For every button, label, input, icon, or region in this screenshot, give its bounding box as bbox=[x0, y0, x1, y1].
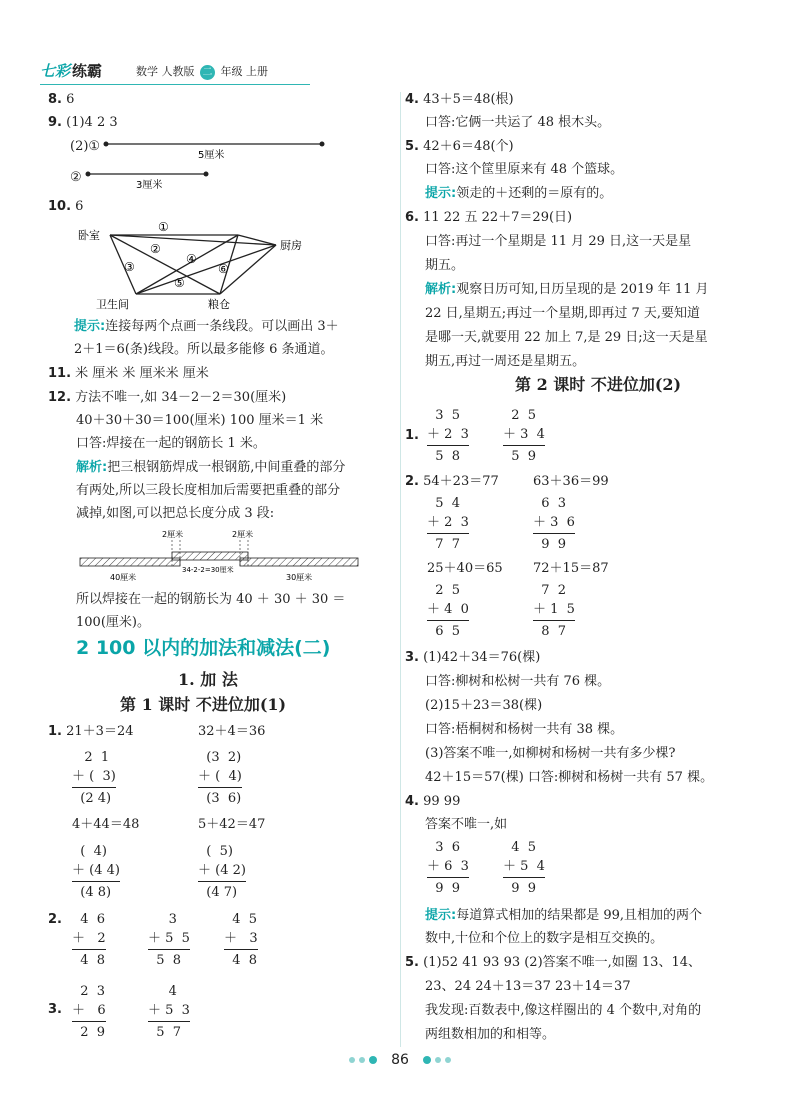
book-info: 数学 人教版 二 年级 上册 bbox=[136, 65, 268, 78]
calc-row: ＋ 5 5 bbox=[148, 931, 190, 946]
calc-rule bbox=[503, 445, 545, 446]
vertical-calc bbox=[503, 406, 545, 466]
calc-row: ＋ 6 bbox=[72, 1003, 106, 1018]
calc-row: 4 5 bbox=[503, 840, 537, 855]
vertical-calc bbox=[72, 910, 106, 970]
segment-label-3cm: 3厘米 bbox=[136, 180, 163, 191]
svg-text:2厘米: 2厘米 bbox=[162, 530, 184, 539]
calc-row: 4 bbox=[148, 984, 177, 999]
subsection-title: 1. 加 法 bbox=[178, 670, 238, 689]
calc-row: ＋ ( 3) bbox=[72, 769, 116, 784]
vertical-calc bbox=[533, 581, 575, 641]
calc-row: 5 8 bbox=[148, 953, 182, 968]
calc-row: ＋ 3 bbox=[224, 931, 258, 946]
calc-row: (4 7) bbox=[198, 885, 238, 900]
calc-rule bbox=[224, 949, 258, 950]
calc-rule bbox=[427, 877, 469, 878]
calc-row: 4 5 bbox=[224, 912, 258, 927]
lesson-1-title: 第 1 课时 不进位加(1) bbox=[120, 695, 287, 714]
vertical-calc bbox=[72, 842, 120, 902]
calc-row: ＋ 3 6 bbox=[533, 515, 575, 530]
calc-row: 3 6 bbox=[427, 840, 461, 855]
calc-row: 9 9 bbox=[533, 537, 567, 552]
vertical-calc bbox=[224, 910, 258, 970]
room-path-map bbox=[48, 215, 318, 310]
calc-row: 2 1 bbox=[72, 750, 110, 765]
calc-row: 3 bbox=[148, 912, 177, 927]
calc-rule bbox=[72, 787, 116, 788]
vertical-calc bbox=[533, 494, 575, 554]
calc-row: 9 9 bbox=[427, 881, 461, 896]
calc-row: 5 9 bbox=[503, 449, 537, 464]
calc-row: ( 5) bbox=[198, 844, 233, 859]
calc-row: 8 7 bbox=[533, 624, 567, 639]
calc-row: ＋ 2 3 bbox=[427, 515, 469, 530]
calc-row: ＋ 5 4 bbox=[503, 859, 545, 874]
calc-rule bbox=[427, 445, 469, 446]
calc-rule bbox=[427, 620, 469, 621]
svg-text:②: ② bbox=[150, 242, 161, 256]
calc-row: 9 9 bbox=[503, 881, 537, 896]
calc-row: 5 7 bbox=[148, 1025, 182, 1040]
calc-row: 6 5 bbox=[427, 624, 461, 639]
bathroom-label: 卫生间 bbox=[96, 298, 129, 310]
calc-row: ( 4) bbox=[72, 844, 107, 859]
calc-row: 4 8 bbox=[72, 953, 106, 968]
calc-row: ＋ 3 4 bbox=[503, 427, 545, 442]
calc-rule bbox=[427, 533, 469, 534]
calc-rule bbox=[72, 881, 120, 882]
calc-row: ＋ 4 0 bbox=[427, 602, 469, 617]
vertical-calc bbox=[427, 494, 469, 554]
steel-bar-diagram bbox=[76, 528, 366, 584]
calc-row: 5 4 bbox=[427, 496, 461, 511]
vertical-calc bbox=[198, 842, 246, 902]
calc-row: ＋ 2 3 bbox=[427, 427, 469, 442]
calc-rule bbox=[198, 881, 246, 882]
calc-row: 2 3 bbox=[72, 984, 106, 999]
segment-label-5cm: 5厘米 bbox=[198, 150, 225, 161]
calc-row: (3 2) bbox=[198, 750, 242, 765]
vertical-calc bbox=[427, 581, 469, 641]
calc-row: (3 6) bbox=[198, 791, 242, 806]
calc-rule bbox=[72, 1021, 106, 1022]
calc-row: ＋ 2 bbox=[72, 931, 106, 946]
svg-text:③: ③ bbox=[124, 260, 135, 274]
bedroom-label: 卧室 bbox=[78, 229, 100, 242]
calc-rule bbox=[533, 533, 575, 534]
calc-row: ＋ (4 2) bbox=[198, 863, 246, 878]
page-number: 86 bbox=[391, 1052, 409, 1068]
vertical-calc bbox=[148, 910, 190, 970]
calc-rule bbox=[72, 949, 106, 950]
svg-text:⑤: ⑤ bbox=[174, 276, 185, 290]
calc-row: 4 8 bbox=[224, 953, 258, 968]
svg-text:34-2-2=30厘米: 34-2-2=30厘米 bbox=[182, 566, 234, 574]
calc-row: 6 3 bbox=[533, 496, 567, 511]
calc-rule bbox=[198, 787, 242, 788]
svg-text:2厘米: 2厘米 bbox=[232, 530, 254, 539]
calc-rule bbox=[533, 620, 575, 621]
svg-text:30厘米: 30厘米 bbox=[286, 573, 313, 582]
vertical-calc bbox=[72, 748, 116, 808]
calc-row: 4 6 bbox=[72, 912, 106, 927]
brand-logo: 七彩 练霸 bbox=[40, 62, 103, 80]
calc-row: 3 5 bbox=[427, 408, 461, 423]
grade-badge: 二 bbox=[200, 65, 215, 80]
section-title: 2 100 以内的加法和减法(二) bbox=[76, 637, 331, 659]
granary-label: 粮仓 bbox=[208, 298, 230, 310]
calc-row: ＋ 5 3 bbox=[148, 1003, 190, 1018]
svg-text:①: ① bbox=[158, 220, 169, 234]
lesson-2-title: 第 2 课时 不进位加(2) bbox=[515, 375, 682, 394]
kitchen-label: 厨房 bbox=[280, 239, 302, 252]
calc-row: ＋ 6 3 bbox=[427, 859, 469, 874]
vertical-calc bbox=[427, 406, 469, 466]
calc-rule bbox=[148, 949, 190, 950]
page-footer bbox=[0, 1052, 800, 1068]
calc-row: 7 2 bbox=[533, 583, 567, 598]
svg-text:40厘米: 40厘米 bbox=[110, 573, 137, 582]
calc-row: ＋ (4 4) bbox=[72, 863, 120, 878]
calc-row: (2 4) bbox=[72, 791, 112, 806]
segment-diagram bbox=[48, 0, 393, 200]
calc-row: 2 5 bbox=[427, 583, 461, 598]
calc-rule bbox=[503, 877, 545, 878]
calc-row: (4 8) bbox=[72, 885, 112, 900]
calc-row: 7 7 bbox=[427, 537, 461, 552]
vertical-calc bbox=[148, 982, 190, 1042]
vertical-calc bbox=[72, 982, 106, 1042]
vertical-calc bbox=[198, 748, 242, 808]
calc-row: 2 5 bbox=[503, 408, 537, 423]
calc-rule bbox=[148, 1021, 190, 1022]
vertical-calc bbox=[427, 838, 469, 898]
svg-text:④: ④ bbox=[186, 252, 197, 266]
vertical-calc bbox=[503, 838, 545, 898]
column-divider bbox=[400, 92, 401, 1047]
calc-row: ＋ 1 5 bbox=[533, 602, 575, 617]
svg-text:⑥: ⑥ bbox=[218, 262, 229, 276]
calc-row: 5 8 bbox=[427, 449, 461, 464]
calc-row: 2 9 bbox=[72, 1025, 106, 1040]
calc-row: ＋ ( 4) bbox=[198, 769, 242, 784]
